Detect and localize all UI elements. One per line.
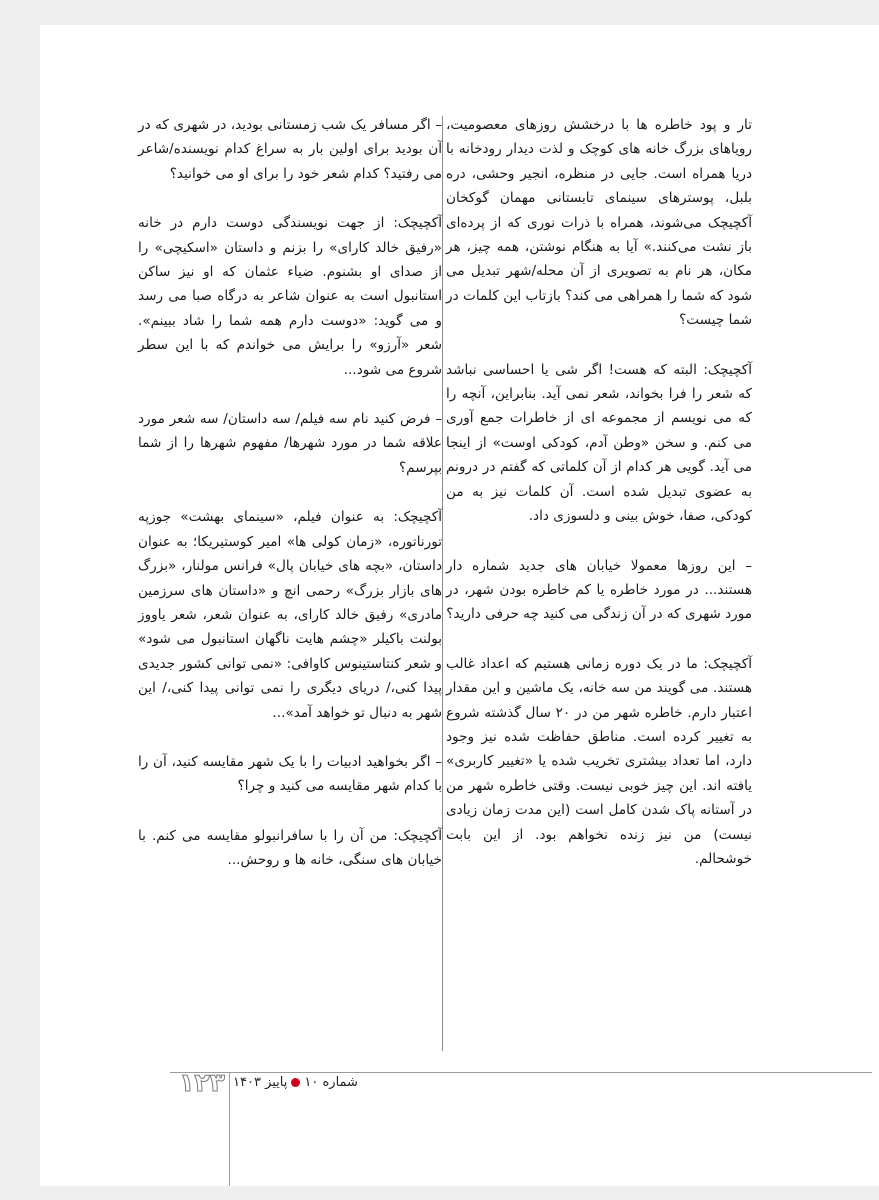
page-number: ۱۲۳	[179, 1068, 225, 1097]
paragraph: – این روزها معمولا خیابان های جدید شماره دار هستند... در مورد خاطره یا کم خاطره بودن شهر، در مورد شهری که در آن زندگی می کنید چه حرفی دارید؟	[446, 557, 752, 623]
footer-divider	[229, 1072, 230, 1186]
issue-number: شماره ۱۰	[304, 1075, 358, 1090]
paragraph: – فرض کنید نام سه فیلم/ سه داستان/ سه شعر مورد علاقه شما در مورد شهرها/ مفهوم شهرها را از شما بپرسم؟	[138, 411, 442, 476]
paragraph: آکچیچک: ما در یک دوره زمانی هستیم که اعداد غالب هستند. می گویند من سه خانه، یک ماشین و این مقدار اعتبار دارم. خاطره شهر من در ۲۰ سال گذشته شروع به تغییر کرده است. مناطق حفاظت شده نیز وجود دارد، اما تعداد بیشتری تخریب شده یا «تغییر کاربری» یافته اند. این چیز خوبی نیست. وقتی خاطره شهر من در آستانه پاک شدن کامل است (این مدت زمان زیادی نیست) من نیز زنده نخواهم بود. از این بابت خوشحالم.	[446, 655, 753, 867]
paragraph: آکچیچک: از جهت نویسندگی دوست دارم در خانه «رفیق خالد کارای» را بزنم و داستان «اسکیچی» را از صدای او بشنوم. ضیاء عثمان که او نیز ساکن استانبول است به عنوان شاعر به درگاه صبا می رسد و می گوید: «دوست دارم همه شما را شاد ببینم». شعر «آرزو» را برایش می خواندم که با این سطر شروع می شود...	[138, 215, 442, 378]
footer-rule	[170, 1072, 872, 1073]
paragraph: آکچیچک: من آن را با سافرانبولو مقایسه می کنم. با خیابان های سنگی، خانه ها و روحش...	[138, 827, 442, 869]
paragraph: – اگر مسافر یک شب زمستانی بودید، در شهری که در آن بودید برای اولین بار به سراغ کدام نویسنده/شاعر می رفتید؟ کدام شعر خود را برای او می خوانید؟	[138, 117, 442, 182]
paragraph: تار و پود خاطره ها با درخشش روزهای معصومیت، رویاهای بزرگ خانه های کوچک و لذت دیدار رودخانه با دریا همراه است. جایی در منظره، انجیر وحشی، دره بلبل، پوسترهای سینمای تابستانی مهمان گوکخان آکچیچک می‌شوند، همراه با ذرات نوری که از پرده‌ای باز نشت می‌کنند.» آیا به هنگام نوشتن، همه چیز، هر مکان، هر نام به تصویری از آن محله/شهر تبدیل می شود که شما را همراهی می کند؟ بازتاب این کلمات در شما چیست؟	[446, 117, 752, 329]
magazine-page	[40, 25, 879, 1186]
issue-info	[233, 1075, 358, 1090]
left-column	[138, 113, 442, 898]
issue-season: پاییز ۱۴۰۳	[233, 1075, 288, 1090]
right-column	[446, 113, 752, 896]
paragraph: آکچیچک: به عنوان فیلم، «سینمای بهشت» جوزپه تورناتوره، «زمان کولی ها» امیر کوستیریکا؛ به عنوان داستان، «بچه های خیابان پال» فرانس مولنار، «بزرگ های بازار بزرگ» رحمی انچ و «داستان های سرزمین مادری» رفیق خالد کارای، به عنوان شعر، شعر یاووز بولنت باکیلر «چشم هایت ناگهان استانبول می شود» و شعر کنتاستینوس کاوافی: «نمی توانی کشور جدیدی پیدا کنی،/ دریای دیگری را نمی توانی پیدا کنی،/ این شهر به دنبال تو خواهد آمد»...	[138, 509, 442, 721]
paragraph: – اگر بخواهید ادبیات را با یک شهر مقایسه کنید، آن را با کدام شهر مقایسه می کنید و چرا؟	[138, 753, 442, 795]
paragraph: آکچیچک: البته که هست! اگر شی یا احساسی نباشد که شعر را فرا بخواند، شعر نمی آید. بنابراین، آنچه را که می نویسم از مجموعه ای از خاطرات جمع آوری می کنم. و سخن «وطن آدم، کودکی اوست» از اینجا می آید. گویی هر کدام از آن کلماتی که گفتم در درونم به عضوی تبدیل شده است. آن کلمات نیز به من کودکی، صفا، خوش بینی و دلسوزی داد.	[446, 361, 752, 525]
column-divider	[442, 116, 443, 1051]
red-dot-icon	[291, 1078, 300, 1087]
